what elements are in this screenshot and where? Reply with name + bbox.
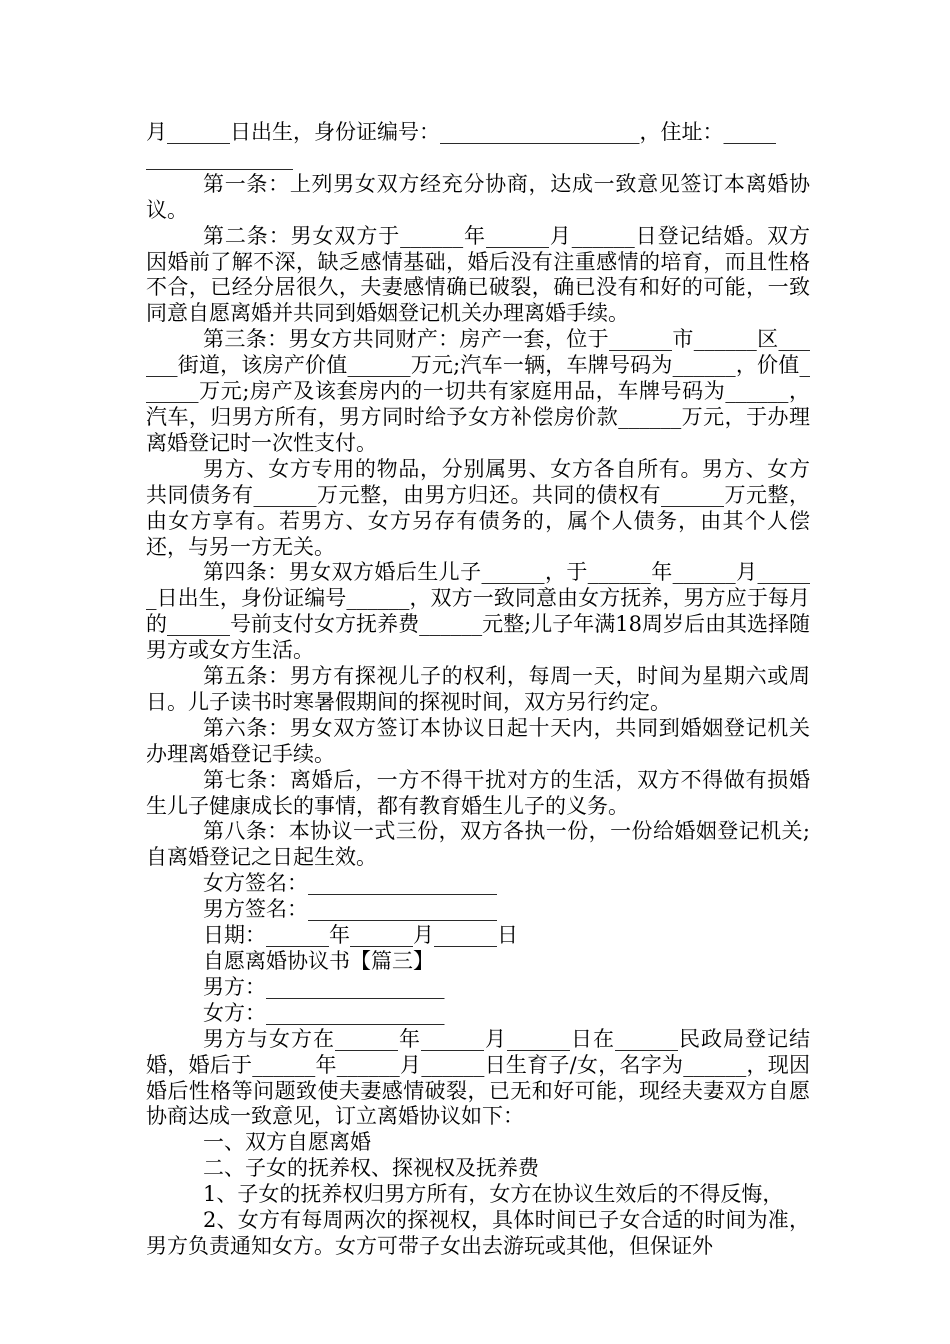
- item-3: 1、子女的抚养权归男方所有，女方在协议生效后的不得反悔，: [203, 1182, 784, 1207]
- item-1: 一、双方自愿离婚: [203, 1130, 371, 1155]
- clause-8: 第八条：本协议一式三份，双方各执一份，一份给婚姻登记机关;自离婚登记之日起生效。: [146, 819, 810, 870]
- intro-line-1: 月______日出生，身份证编号：___________________，住址：_____: [146, 120, 776, 144]
- document-page: [146, 120, 810, 1260]
- clause-2: 第二条：男女双方于______年______月______日登记结婚。双方因婚前了解不深，缺乏感情基础，婚后没有注重感情的培育，而且性格不合，已经分居很久，夫妻感情确已破裂，确已没有和好的可能，一致同意自愿离婚并共同到婚姻登记机关办理离婚手续。: [146, 223, 810, 326]
- clause-7: 第七条：离婚后，一方不得干扰对方的生活，双方不得做有损婚生儿子健康成长的事情，都有教育婚生儿子的义务。: [146, 767, 810, 818]
- female-signature: 女方签名：__________________: [203, 871, 497, 896]
- clause-4: 第四条：男女双方婚后生儿子______，于______年______月______日出生，身份证编号______，双方一致同意由女方抚养，男方应于每月的______号前支付女方抚养费______元整;儿子年满18周岁后由其选择随男方或女方生活。: [146, 560, 810, 663]
- clause-5: 第五条：男方有探视儿子的权利，每周一天，时间为星期六或周日。儿子读书时寒暑假期间的探视时间，双方另行约定。: [146, 664, 810, 714]
- party-male: 男方：_________________: [203, 974, 445, 999]
- clause-1: 第一条：上列男女双方经充分协商，达成一致意见签订本离婚协议。: [146, 171, 810, 222]
- item-4: 2、女方有每周两次的探视权，具体时间已子女合适的时间为准，男方负责通知女方。女方可带子女出去游玩或其他，但保证外: [146, 1208, 810, 1258]
- intro-line: [146, 120, 810, 172]
- male-signature: 男方签名：__________________: [203, 897, 497, 922]
- clause-6: 第六条：男女双方签订本协议日起十天内，共同到婚姻登记机关办理离婚登记手续。: [146, 715, 810, 766]
- intro-line-2: ______________: [146, 145, 293, 170]
- signature-date: 日期：______年______月______日: [203, 923, 518, 948]
- section-title: 自愿离婚协议书【篇三】: [203, 949, 434, 973]
- agreement-body: 男方与女方在______年______月______日在______民政局登记结婚，婚后于______年______月______日生育子/女，名字为______，现因婚后性格等问题致使夫妻感情破裂，已无和好可能，现经夫妻双方自愿协商达成一致意见，订立离婚协议如下：: [146, 1026, 810, 1129]
- party-female: 女方：_________________: [203, 1000, 445, 1025]
- clause-3-supplement: 男方、女方专用的物品，分别属男、女方各自所有。男方、女方共同债务有______万元整，由男方归还。共同的债权有______万元整，由女方享有。若男方、女方另存有债务的，属个人债务，由其个人偿还，与另一方无关。: [146, 456, 810, 559]
- clause-3: 第三条：男女方共同财产：房产一套，位于______市______区______街道，该房产价值______万元;汽车一辆，车牌号码为______，价值______万元;房产及该套房内的一切共有家庭用品，车牌号码为______，汽车，归男方所有，男方同时给予女方补偿房价款______万元，于办理离婚登记时一次性支付。: [146, 327, 810, 455]
- item-2: 二、子女的抚养权、探视权及抚养费: [203, 1156, 539, 1181]
